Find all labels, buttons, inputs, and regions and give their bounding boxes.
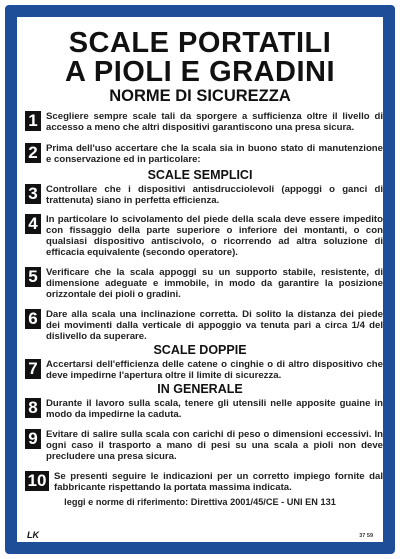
section-heading-semplici: SCALE SEMPLICI: [147, 168, 253, 182]
sign-title-line-1: SCALE PORTATILI: [68, 27, 332, 59]
rule-item-7: [25, 359, 383, 381]
rule-item-8: [25, 398, 383, 420]
rule-number: 5: [25, 267, 41, 287]
rule-text: Accertarsi dell'efficienza delle catene o cinghie o di altro dispositivo che deve impedirne l'apertura oltre il limite di sicurezza.: [46, 359, 383, 381]
rule-item-10: [25, 471, 383, 493]
rule-text: Controllare che i dispositivi antisdrucciolevoli (appoggi o ganci di trattenuta) siano in perfetta efficienza.: [46, 184, 383, 206]
rule-number: 2: [25, 143, 41, 163]
rule-text: Scegliere sempre scale tali da sporgere a sufficienza oltre il livello di accesso a meno che altri dispositivi garantiscono una presa sicura.: [46, 111, 383, 133]
manufacturer-logo: LK: [27, 530, 39, 540]
rule-item-2: [25, 143, 383, 165]
rule-number: 4: [25, 214, 41, 234]
sign-content: [17, 17, 383, 542]
section-heading-doppie: SCALE DOPPIE: [153, 343, 247, 357]
rule-text: Se presenti seguire le indicazioni per un corretto impiego fornite dal fabbricante rispettando la portata massima indicata.: [54, 471, 383, 493]
section-heading-generale: IN GENERALE: [157, 382, 243, 396]
rule-number: 9: [25, 429, 41, 449]
rule-text: Verificare che la scala appoggi su un supporto stabile, resistente, di dimensione adeguate e immobile, in modo da garantire la posizione orizzontale dei pioli o gradini.: [46, 267, 383, 300]
rule-item-6: [25, 309, 383, 342]
rule-text: Dare alla scala una inclinazione corretta. Di solito la distanza dei piede dei movimenti dalla verticale di appoggio va tenuta pari a circa 1/4 del dislivello da superare.: [46, 309, 383, 342]
sign-title-line-2: A PIOLI E GRADINI: [64, 56, 336, 88]
rule-text: In particolare lo scivolamento del piede della scala deve essere impedito con fissaggio della parte superiore o inferiore dei montanti, o con qualsiasi dispositivo antiscivolo, o ricorrendo ad altra soluzione di efficacia equivalente (secondo operatore).: [46, 214, 383, 258]
product-code: 37 59: [359, 533, 373, 539]
sign-subtitle: NORME DI SICUREZZA: [109, 87, 291, 105]
rule-text: Prima dell'uso accertare che la scala sia in buono stato di manutenzione e conservazione ed in particolare:: [46, 143, 383, 165]
rule-text: Durante il lavoro sulla scala, tenere gli utensili nelle apposite guaine in modo da impedirne la caduta.: [46, 398, 383, 420]
rule-item-9: [25, 429, 383, 462]
regulation-reference: leggi e norme di riferimento: Direttiva 2001/45/CE - UNI EN 131: [64, 497, 336, 507]
rule-number: 1: [25, 111, 41, 131]
rule-item-1: [25, 111, 383, 133]
rule-number: 7: [25, 359, 41, 379]
rule-text: Evitare di salire sulla scala con carichi di peso o dimensioni eccessivi. In ogni caso il trasporto a mano di pesi su una scala a pioli non deve precludere una presa sicura.: [46, 429, 383, 462]
rule-number: 3: [25, 184, 41, 204]
rule-number: 6: [25, 309, 41, 329]
rule-number: 10: [25, 471, 49, 491]
rule-number: 8: [25, 398, 41, 418]
rule-item-4: [25, 214, 383, 258]
rule-item-3: [25, 184, 383, 206]
rule-item-5: [25, 267, 383, 300]
